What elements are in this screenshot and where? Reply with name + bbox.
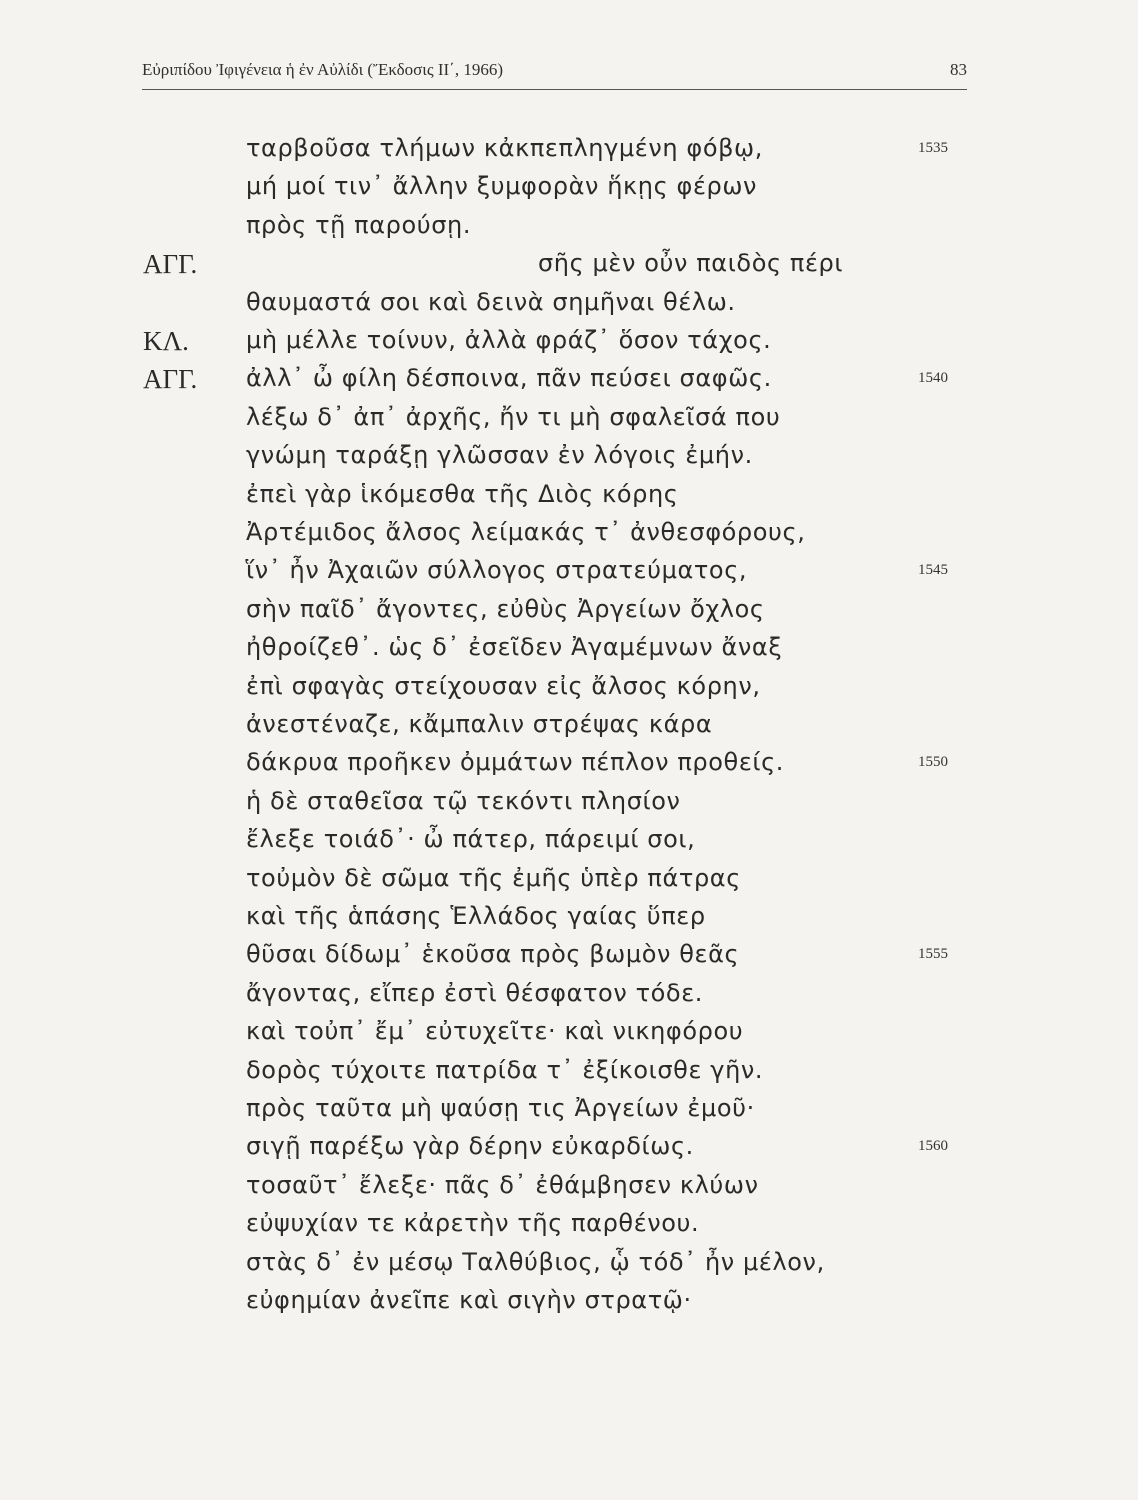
line-number: 1560 xyxy=(918,1138,948,1155)
verse-text-line: μὴ μέλλε τοίνυν, ἀλλὰ φράζ᾽ ὅσον τάχος. xyxy=(246,326,772,354)
verse-text-line: ἵν᾽ ἦν Ἀχαιῶν σύλλογος στρατεύματος, xyxy=(246,556,748,585)
verse-text-line: στὰς δ᾽ ἐν μέσῳ Ταλθύβιος, ᾧ τόδ᾽ ἦν μέλον, xyxy=(246,1247,825,1276)
verse-line xyxy=(0,556,1138,594)
verse-line xyxy=(0,1094,1138,1132)
verse-text-line: πρὸς τῇ παρούσῃ. xyxy=(246,210,472,239)
verse-text-line: ἔλεξε τοιάδ᾽· ὦ πάτερ, πάρειμί σοι, xyxy=(246,825,696,854)
speaker-label: ΚΛ. xyxy=(143,326,189,356)
verse-line xyxy=(0,595,1138,633)
verse-text-line: μή μοί τιν᾽ ἄλλην ξυμφορὰν ἥκῃς φέρων xyxy=(246,172,758,201)
verse-text-line: σιγῇ παρέξω γὰρ δέρην εὐκαρδίως. xyxy=(246,1132,694,1161)
line-number: 1545 xyxy=(918,562,948,579)
verse-text-line: θῦσαι δίδωμ᾽ ἑκοῦσα πρὸς βωμὸν θεᾶς xyxy=(246,940,740,969)
verse-text-line: σὴν παῖδ᾽ ἄγοντες, εὐθὺς Ἀργείων ὄχλος xyxy=(246,594,765,623)
verse-text-line: ἡ δὲ σταθεῖσα τῷ τεκόντι πλησίον xyxy=(246,786,681,815)
verse-text-line: πρὸς ταῦτα μὴ ψαύσῃ τις Ἀργείων ἐμοῦ· xyxy=(246,1094,755,1122)
verse-line xyxy=(0,787,1138,825)
page-number: 83 xyxy=(950,60,967,79)
line-number: 1540 xyxy=(918,370,948,387)
verse-line xyxy=(0,518,1138,556)
verse-text-line: ἐπὶ σφαγὰς στείχουσαν εἰς ἄλσος κόρην, xyxy=(246,671,761,700)
verse-text-line: τοσαῦτ᾽ ἔλεξε· πᾶς δ᾽ ἐθάμβησεν κλύων xyxy=(246,1170,759,1199)
verse-line xyxy=(0,480,1138,518)
verse-line xyxy=(0,403,1138,441)
line-number: 1550 xyxy=(918,754,948,771)
line-number: 1555 xyxy=(918,946,948,963)
verse-line xyxy=(0,1171,1138,1209)
verse-line xyxy=(0,864,1138,902)
verse-text-line: ταρβοῦσα τλήμων κἀκπεπληγμένη φόβῳ, xyxy=(246,134,763,162)
verse-text-line: τοὐμὸν δὲ σῶμα τῆς ἐμῆς ὑπὲρ πάτρας xyxy=(246,863,741,892)
verse-line xyxy=(0,1248,1138,1286)
verse-text-line: εὐψυχίαν τε κἀρετὴν τῆς παρθένου. xyxy=(246,1209,700,1238)
verse-text-line: ἀνεστέναζε, κἄμπαλιν στρέψας κάρα xyxy=(246,710,713,738)
verse-line xyxy=(0,364,1138,402)
verse-text-line: δορὸς τύχοιτε πατρίδα τ᾽ ἐξίκοισθε γῆν. xyxy=(246,1055,764,1084)
verse-line xyxy=(0,825,1138,863)
verse-line xyxy=(0,134,1138,172)
verse-line xyxy=(0,940,1138,978)
verse-text-line: Ἀρτέμιδος ἄλσος λείμακάς τ᾽ ἀνθεσφόρους, xyxy=(246,518,806,546)
verse-line xyxy=(0,249,1138,287)
verse-text-line: γνώμη ταράξῃ γλῶσσαν ἐν λόγοις ἐμήν. xyxy=(246,441,753,470)
verse-text-line: καὶ τοὐπ᾽ ἔμ᾽ εὐτυχεῖτε· καὶ νικηφόρου xyxy=(246,1017,744,1046)
verse-line xyxy=(0,1132,1138,1170)
verse-text-line: θαυμαστά σοι καὶ δεινὰ σημῆναι θέλω. xyxy=(246,287,736,316)
line-number: 1535 xyxy=(918,140,948,156)
verse-text-line: εὐφημίαν ἀνεῖπε καὶ σιγὴν στρατῷ· xyxy=(246,1286,692,1314)
verse-line xyxy=(0,1286,1138,1324)
verse-text-line: σῆς μὲν οὖν παιδὸς πέρι xyxy=(538,249,844,278)
verse-line xyxy=(0,1209,1138,1247)
verse-text-line: λέξω δ᾽ ἀπ᾽ ἀρχῆς, ἤν τι μὴ σφαλεῖσά που xyxy=(246,402,781,431)
verse-line xyxy=(0,979,1138,1017)
speaker-label: ΑΓΓ. xyxy=(143,249,198,280)
verse-line xyxy=(0,211,1138,249)
verse-line xyxy=(0,902,1138,940)
verse-line xyxy=(0,672,1138,710)
verse-line xyxy=(0,326,1138,364)
verse-text-line: ἐπεὶ γὰρ ἱκόμεσθα τῆς Διὸς κόρης xyxy=(246,479,679,508)
verse-line xyxy=(0,633,1138,671)
verse-line xyxy=(0,172,1138,210)
speaker-label: ΑΓΓ. xyxy=(143,364,198,395)
verse-line xyxy=(0,748,1138,786)
verse-line xyxy=(0,288,1138,326)
verse-text-line: ἀλλ᾽ ὦ φίλη δέσποινα, πᾶν πεύσει σαφῶς. xyxy=(246,364,772,393)
verse-text-line: ἄγοντας, εἴπερ ἐστὶ θέσφατον τόδε. xyxy=(246,978,703,1007)
verse-text-line: ἠθροίζεθ᾽. ὡς δ᾽ ἐσεῖδεν Ἀγαμέμνων ἄναξ xyxy=(246,633,783,662)
verse-text-line: καὶ τῆς ἁπάσης Ἑλλάδος γαίας ὕπερ xyxy=(246,902,706,930)
verse-line xyxy=(0,710,1138,748)
verse-line xyxy=(0,441,1138,479)
verse-line xyxy=(0,1056,1138,1094)
running-title: Εὐριπίδου Ἰφιγένεια ἡ ἐν Αὐλίδι (Ἔκδοσις ΙΙ΄, 1966) xyxy=(142,60,504,79)
verse-line xyxy=(0,1017,1138,1055)
verse-text-line: δάκρυα προῆκεν ὀμμάτων πέπλον προθείς. xyxy=(246,748,785,777)
